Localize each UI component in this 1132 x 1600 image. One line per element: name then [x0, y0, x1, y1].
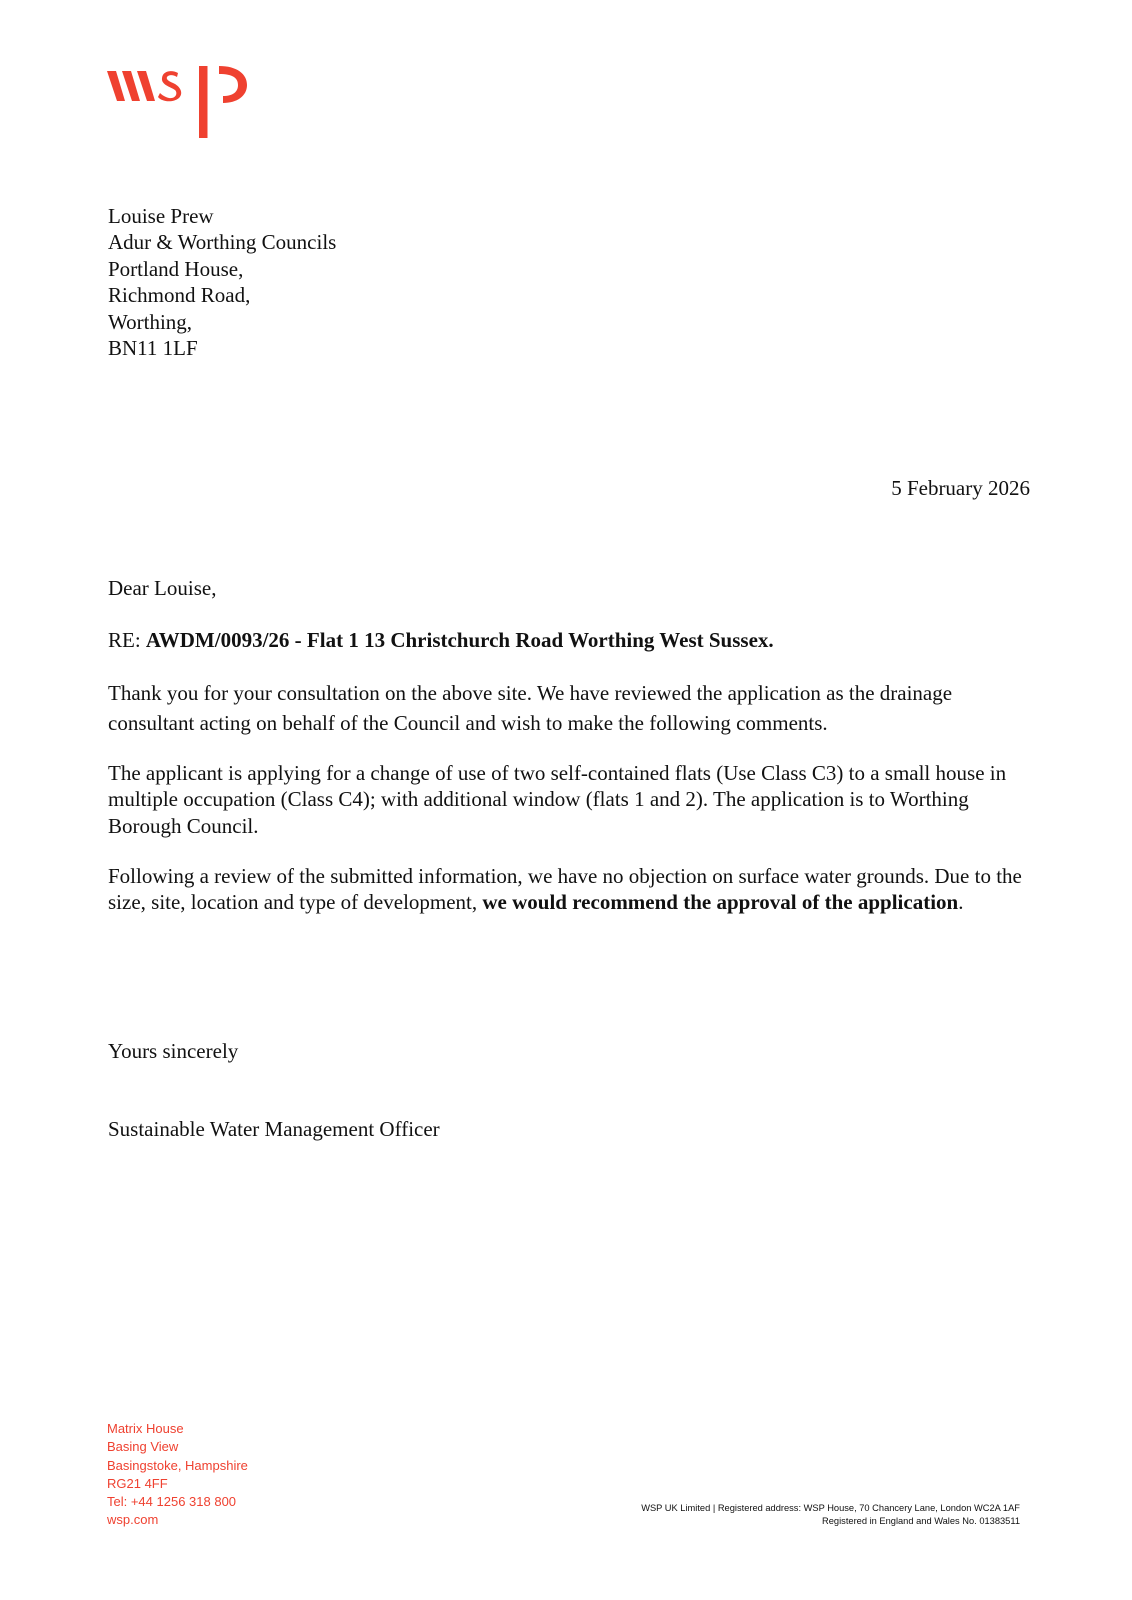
footer-address-line-3: Basingstoke, Hampshire: [107, 1457, 248, 1473]
recipient-postcode: BN11 1LF: [108, 336, 198, 361]
footer-address-block: [107, 1420, 248, 1530]
body-paragraph-3: [108, 863, 1033, 916]
body-paragraph-3-start: Following a review of the submitted information, we have no objection on surface water grounds. Due to the size, site, location and type of development,: [108, 864, 1022, 915]
subject-reference: AWDM/0093/26 - Flat 1 13 Christchurch Road Worthing West Sussex.: [145, 628, 774, 652]
body-paragraph-2: The applicant is applying for a change of use of two self-contained flats (Use Class C3) to a small house in multiple occupation (Class C4); with additional window (flats 1 and 2). The application is to Worthing Borough Council.: [108, 761, 1007, 838]
footer-website-link[interactable]: wsp.com: [107, 1512, 159, 1528]
footer-legal-block: [641, 1502, 1020, 1528]
recipient-name: Louise Prew: [108, 204, 214, 228]
footer-address-line-2: Basing View: [107, 1439, 179, 1455]
body-paragraph-1: Thank you for your consultation on the above site. We have reviewed the application as the drainage consultant acting on behalf of the Council and wish to make the following comments.: [108, 681, 953, 735]
recommendation-text: we would recommend the approval of the application: [482, 890, 959, 915]
recipient-address-line-2: Richmond Road,: [108, 283, 251, 308]
footer-telephone: Tel: +44 1256 318 800: [107, 1494, 237, 1510]
signatory-title: Sustainable Water Management Officer: [108, 1117, 440, 1141]
wsp-logo: [107, 66, 252, 138]
footer-legal-line-1: WSP UK Limited | Registered address: WSP House, 70 Chancery Lane, London WC2A 1AF: [641, 1503, 1020, 1513]
recipient-address-block: [108, 203, 336, 361]
subject-line: [108, 627, 774, 653]
recipient-town: Worthing,: [108, 309, 193, 334]
letter-date: 5 February 2026: [891, 476, 1030, 500]
subject-prefix: RE:: [108, 628, 141, 652]
recipient-address-line-1: Portland House,: [108, 256, 244, 281]
wsp-logo-mark: [107, 66, 252, 138]
body-paragraph-3-end: .: [958, 890, 964, 915]
salutation: Dear Louise,: [108, 576, 217, 600]
footer-postcode: RG21 4FF: [107, 1475, 168, 1491]
footer-address-line-1: Matrix House: [107, 1421, 184, 1436]
footer-legal-line-2: Registered in England and Wales No. 01383511: [822, 1516, 1020, 1526]
recipient-organisation: Adur & Worthing Councils: [108, 230, 337, 255]
closing: Yours sincerely: [108, 1039, 239, 1063]
